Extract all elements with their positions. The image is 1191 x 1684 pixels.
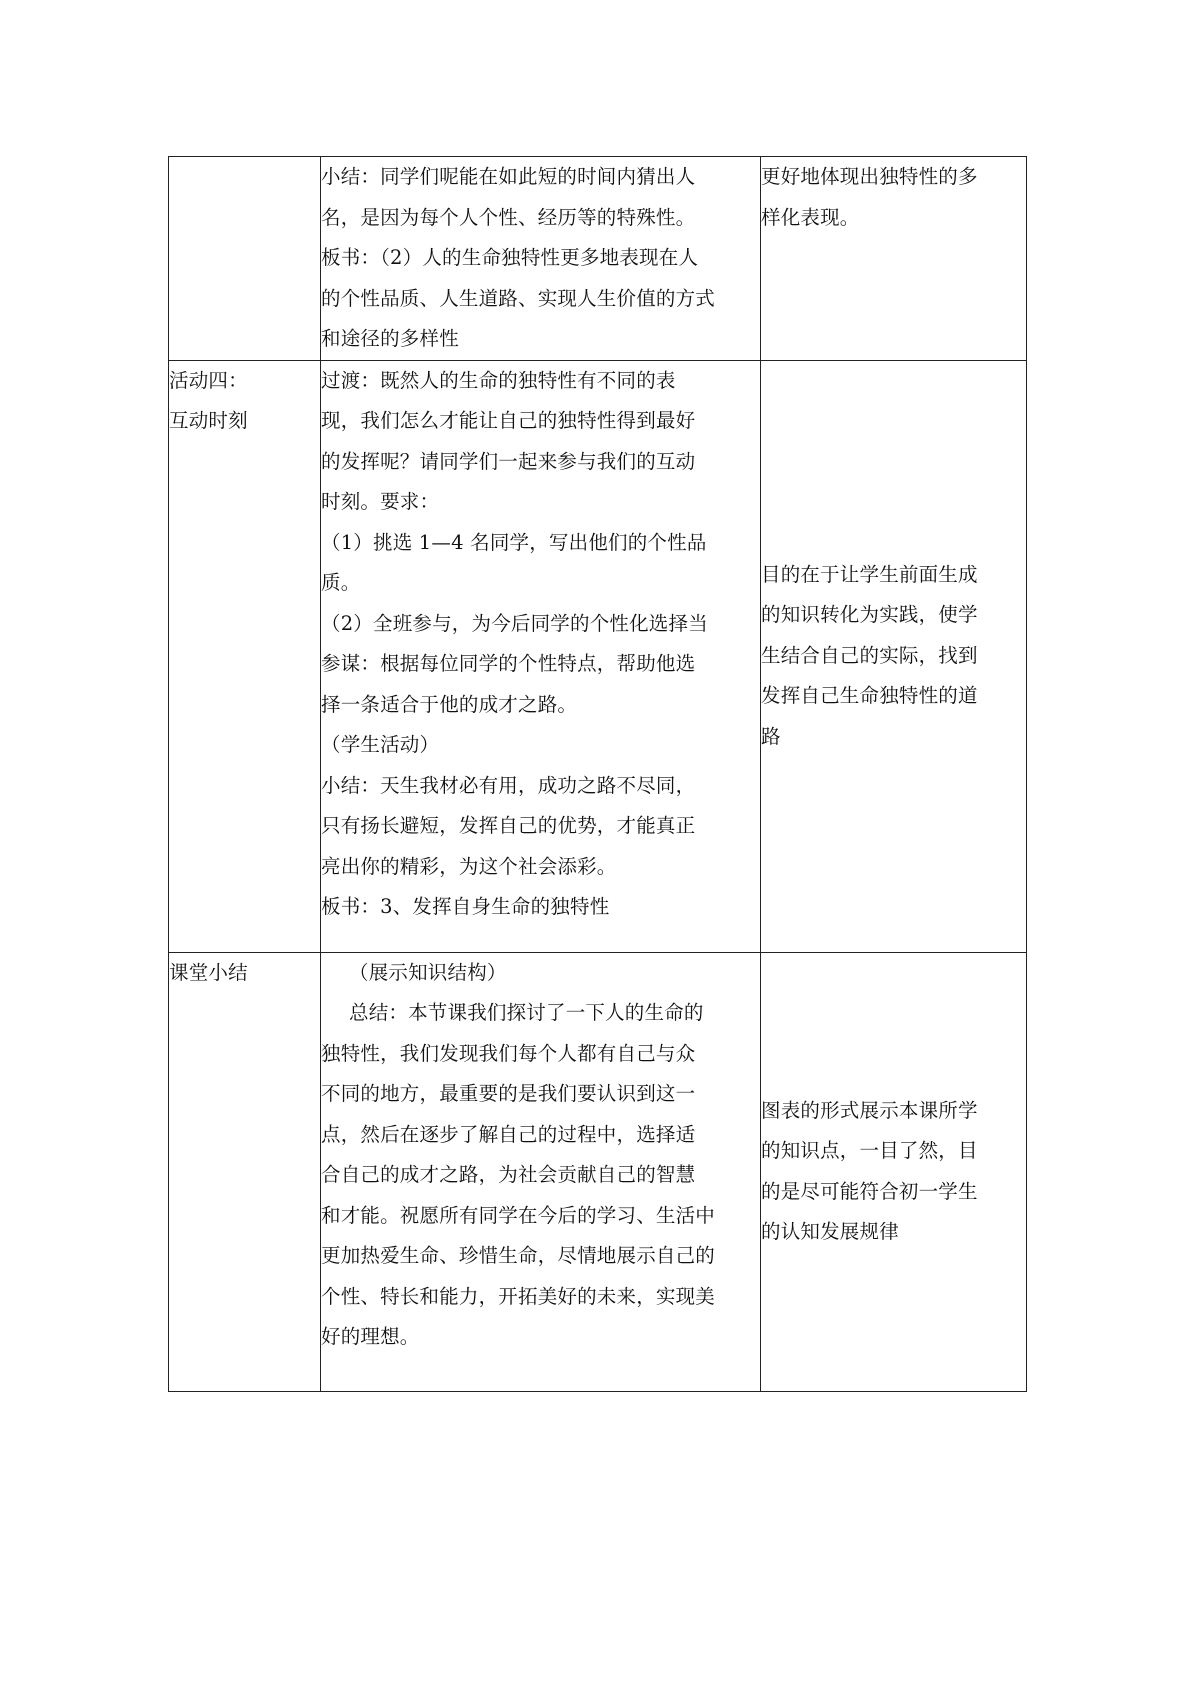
intent-cell [761, 157, 1027, 361]
intent-cell [761, 952, 1027, 1391]
text-line: 的知识点，一目了然，目 [761, 1139, 978, 1162]
text-line: 不同的地方，最重要的是我们要认识到这一 [321, 1082, 696, 1105]
text-line: （1）挑选 1—4 名同学，写出他们的个性品 [321, 530, 707, 554]
text-line: （展示知识结构） [349, 960, 507, 984]
text-line: 质。 [321, 571, 361, 594]
text-line: 板书：3、发挥自身生命的独特性 [321, 895, 610, 918]
text-line: （学生活动） [321, 733, 440, 756]
text-line: 个性、特长和能力，开拓美好的未来，实现美 [321, 1284, 716, 1308]
text-line: 名，是因为每个人个性、经历等的特殊性。 [321, 205, 696, 229]
text-line: 现，我们怎么才能让自己的独特性得到最好 [321, 409, 696, 432]
text-line: 点，然后在逐步了解自己的过程中，选择适 [321, 1122, 696, 1146]
text-line: 亮出你的精彩，为这个社会添彩。 [321, 854, 617, 878]
text-line: 独特性，我们发现我们每个人都有自己与众 [321, 1041, 696, 1065]
process-cell [321, 952, 761, 1391]
text-line: 活动四： [169, 368, 248, 392]
text-line: 更加热爱生命、珍惜生命，尽情地展示自己的 [321, 1244, 716, 1267]
text-line: 路 [761, 724, 781, 748]
table-row [169, 157, 1027, 361]
text-line: 的发挥呢？请同学们一起来参与我们的互动 [321, 449, 696, 473]
text-line: 总结：本节课我们探讨了一下人的生命的 [349, 1001, 704, 1024]
text-line: 的个性品质、人生道路、实现人生价值的方式 [321, 286, 716, 310]
process-cell [321, 360, 761, 952]
intent-cell [761, 360, 1027, 952]
text-line: 只有扬长避短，发挥自己的优势，才能真正 [321, 814, 696, 837]
text-line: （2）全班参与，为今后同学的个性化选择当 [321, 611, 708, 635]
process-cell [321, 157, 761, 361]
text-line: 图表的形式展示本课所学 [761, 1098, 978, 1122]
text-line: 的是尽可能符合初一学生 [761, 1179, 978, 1203]
text-line: 择一条适合于他的成才之路。 [321, 692, 578, 716]
text-line: 的认知发展规律 [761, 1220, 899, 1243]
text-line: 的知识转化为实践，使学 [761, 603, 978, 627]
text-line: 目的在于让学生前面生成 [761, 562, 978, 586]
text-line: 发挥自己生命独特性的道 [761, 684, 978, 708]
activity-cell [169, 157, 321, 361]
text-line: 板书：（2）人的生命独特性更多地表现在人 [321, 246, 699, 269]
text-line: 时刻。要求： [321, 490, 440, 513]
text-line: 合自己的成才之路，为社会贡献自己的智慧 [321, 1163, 696, 1186]
text-line: 和途径的多样性 [321, 327, 459, 350]
text-line: 小结：同学们呢能在如此短的时间内猜出人 [321, 165, 696, 188]
table-row [169, 360, 1027, 952]
activity-cell [169, 360, 321, 952]
text-line: 课堂小结 [169, 960, 248, 984]
text-line: 小结：天生我材必有用，成功之路不尽同， [321, 773, 696, 797]
lesson-plan-table [168, 156, 1027, 1392]
text-line: 生结合自己的实际，找到 [761, 643, 978, 667]
text-line: 互动时刻 [169, 409, 248, 432]
text-line: 过渡：既然人的生命的独特性有不同的表 [321, 368, 676, 392]
text-line: 参谋：根据每位同学的个性特点，帮助他选 [321, 652, 696, 675]
text-line: 更好地体现出独特性的多 [761, 165, 978, 188]
activity-cell [169, 952, 321, 1391]
text-line: 好的理想。 [321, 1325, 420, 1348]
table-row [169, 952, 1027, 1391]
text-line: 样化表现。 [761, 205, 860, 229]
text-line: 和才能。祝愿所有同学在今后的学习、生活中 [321, 1203, 716, 1227]
